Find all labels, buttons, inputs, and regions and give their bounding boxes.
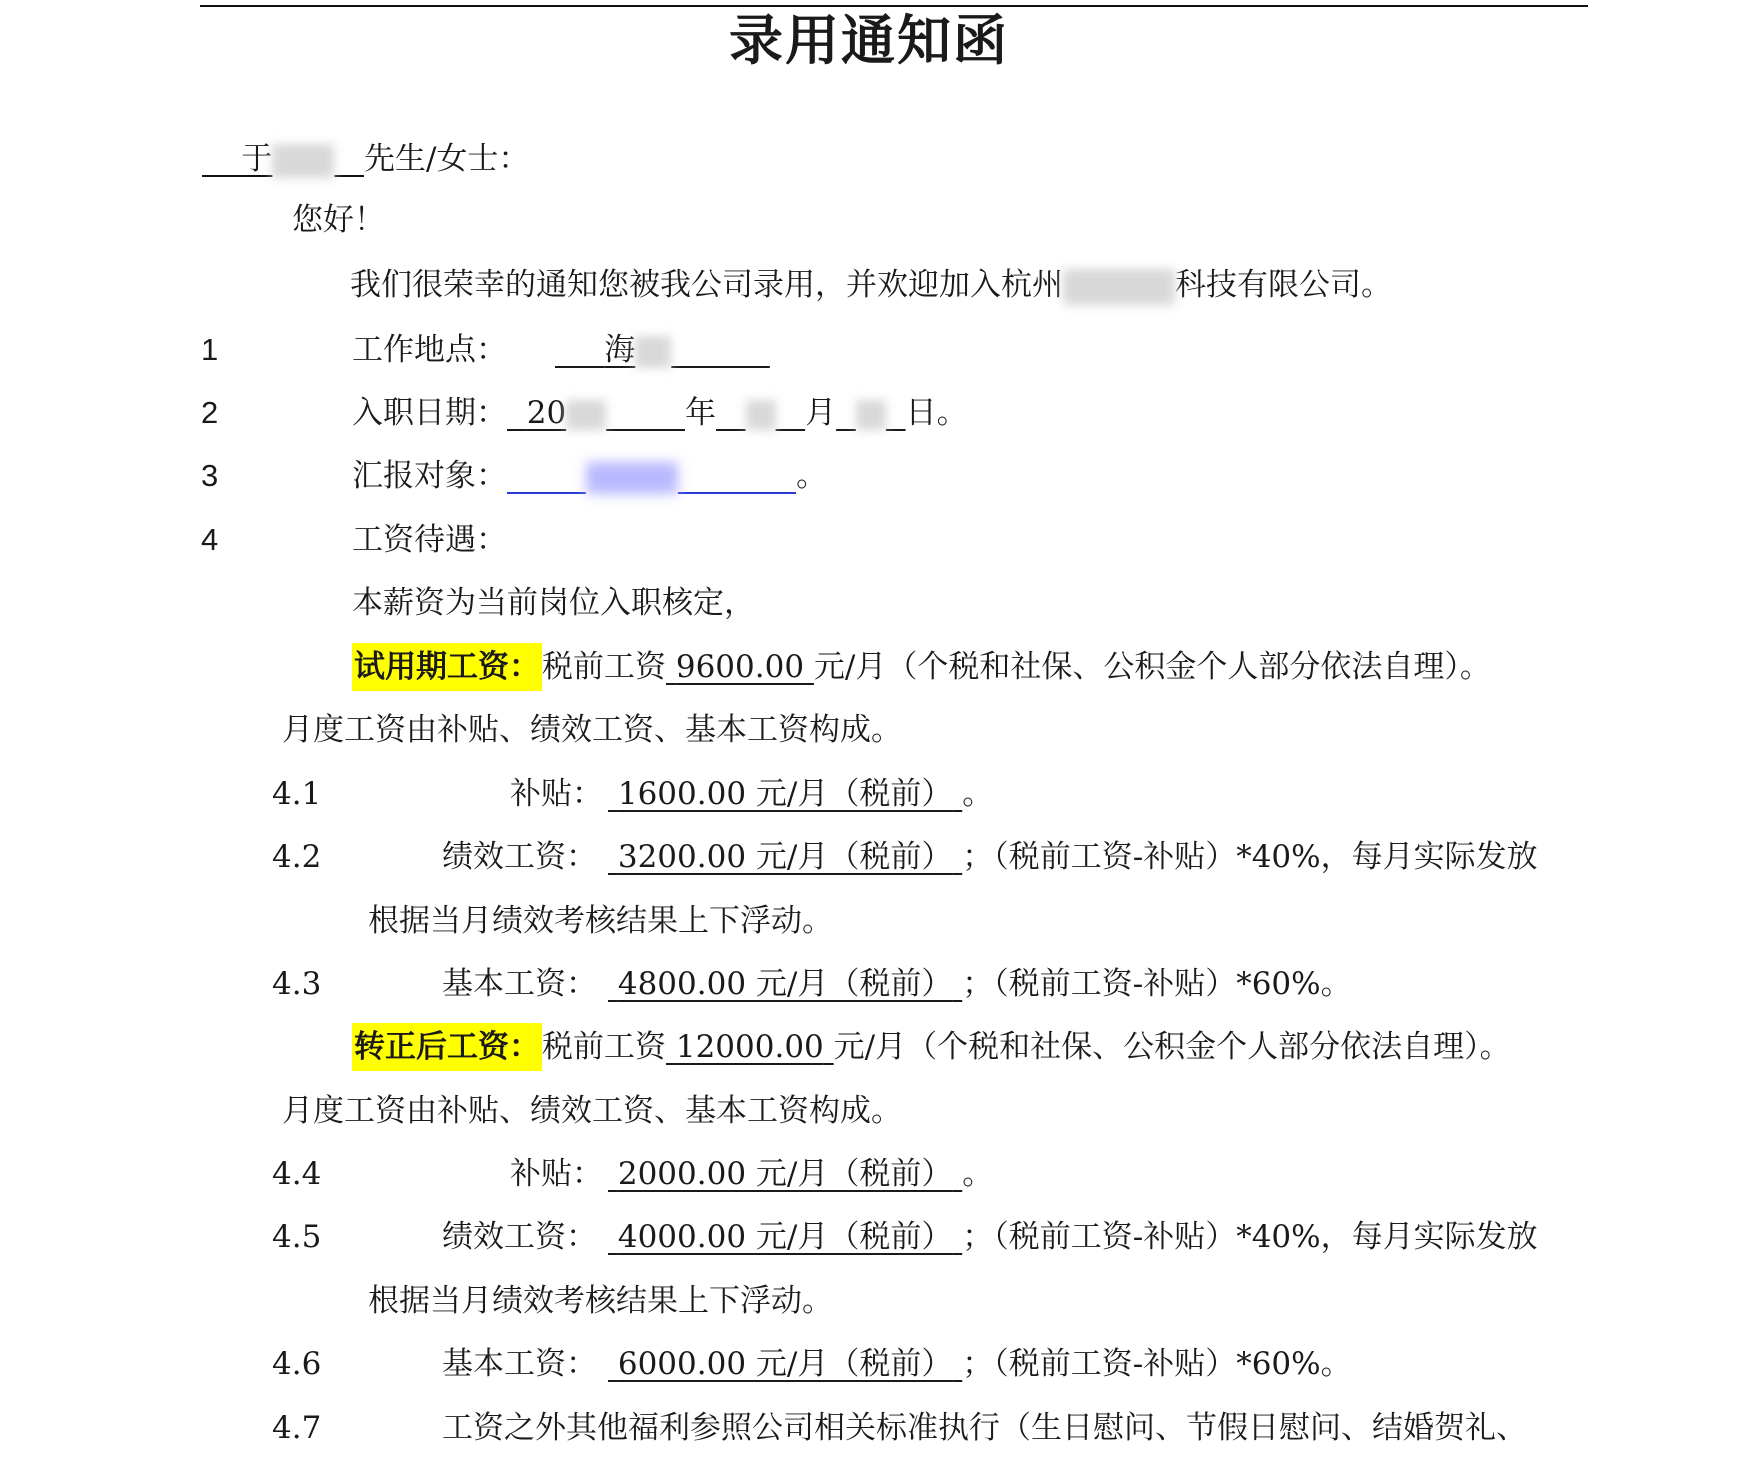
sub-item-continuation: 根据当月绩效考核结果上下浮动。 bbox=[368, 1283, 833, 1319]
sub-item-value bbox=[608, 837, 1538, 877]
redacted-month bbox=[746, 400, 776, 430]
sub-item-label: 绩效工资： bbox=[442, 1219, 597, 1255]
work-location-value: 海 bbox=[604, 332, 636, 368]
probation-amount: 9600.00 bbox=[675, 649, 805, 685]
redacted-supervisor bbox=[586, 462, 678, 494]
regular-label: 转正后工资： bbox=[352, 1023, 542, 1071]
probation-label: 试用期工资： bbox=[352, 643, 542, 691]
sub-item-continuation: 根据当月绩效考核结果上下浮动。 bbox=[368, 903, 833, 939]
regular-amount: 12000.00 bbox=[675, 1029, 824, 1065]
intro-after: 科技有限公司。 bbox=[1175, 267, 1392, 303]
page-title: 录用通知函 bbox=[729, 9, 1009, 72]
report-to-label: 汇报对象： bbox=[352, 458, 507, 494]
regular-compose: 月度工资由补贴、绩效工资、基本工资构成。 bbox=[282, 1093, 902, 1129]
work-location-label: 工作地点： bbox=[352, 332, 507, 368]
item-number-4: 4 bbox=[201, 522, 219, 557]
probation-salary-line bbox=[352, 647, 1491, 687]
greeting: 您好！ bbox=[292, 202, 385, 238]
sub-item-number: 4.4 bbox=[272, 1156, 322, 1192]
intro-paragraph bbox=[350, 265, 1392, 305]
sub-item-value bbox=[608, 1154, 993, 1194]
intro-before: 我们很荣幸的通知您被我公司录用，并欢迎加入杭州 bbox=[350, 267, 1063, 303]
regular-pre: 税前工资 bbox=[542, 1029, 666, 1065]
sub-item-label: 补贴： bbox=[510, 776, 603, 812]
item-number-3: 3 bbox=[201, 458, 219, 493]
salutation bbox=[202, 139, 529, 179]
probation-pre: 税前工资 bbox=[542, 649, 666, 685]
allowance-amount: 1600.00 元/月（税前） bbox=[617, 776, 953, 812]
salutation-suffix: 先生/女士： bbox=[363, 141, 530, 177]
redacted-day bbox=[856, 400, 886, 430]
probation-compose: 月度工资由补贴、绩效工资、基本工资构成。 bbox=[282, 712, 902, 748]
sub-item-number: 4.7 bbox=[272, 1410, 322, 1446]
sub-item-number: 4.3 bbox=[272, 966, 322, 1002]
regular-post: 元/月（个税和社保、公积金个人部分依法自理）。 bbox=[833, 1029, 1511, 1065]
recipient-name: 于 bbox=[241, 141, 273, 177]
sub-item-value bbox=[608, 964, 1352, 1004]
base-amount: 4800.00 元/月（税前） bbox=[617, 966, 953, 1002]
sub-item-value bbox=[608, 774, 993, 814]
sub-item-label: 基本工资： bbox=[442, 1346, 597, 1382]
sub-item-label: 补贴： bbox=[510, 1156, 603, 1192]
sub-item-label: 基本工资： bbox=[442, 966, 597, 1002]
item-start-date bbox=[352, 393, 968, 433]
start-date-year-prefix: 20 bbox=[526, 395, 567, 431]
sub-item-tail: 。 bbox=[962, 1156, 994, 1192]
day-label: 日。 bbox=[905, 395, 968, 431]
top-rule bbox=[200, 5, 1588, 7]
redacted-company bbox=[1063, 269, 1175, 305]
regular-salary-line bbox=[352, 1027, 1511, 1067]
sub-item-number: 4.6 bbox=[272, 1346, 322, 1382]
redacted-name bbox=[272, 144, 334, 178]
allowance-amount: 2000.00 元/月（税前） bbox=[617, 1156, 953, 1192]
sub-item-label: 绩效工资： bbox=[442, 839, 597, 875]
month-label: 月 bbox=[805, 395, 837, 431]
sub-item-number: 4.2 bbox=[272, 839, 322, 875]
salary-heading: 工资待遇： bbox=[352, 522, 507, 558]
sub-item-tail: ；（税前工资-补贴）*60%。 bbox=[962, 966, 1352, 1002]
item-work-location bbox=[352, 330, 770, 370]
benefits-text: 工资之外其他福利参照公司相关标准执行（生日慰问、节假日慰问、结婚贺礼、 bbox=[442, 1410, 1527, 1446]
report-to-end: 。 bbox=[796, 458, 828, 494]
sub-item-tail: ；（税前工资-补贴）*40%，每月实际发放 bbox=[962, 1219, 1538, 1255]
year-label: 年 bbox=[685, 395, 717, 431]
redacted-location bbox=[635, 336, 671, 368]
sub-item-number: 4.1 bbox=[272, 776, 322, 812]
start-date-label: 入职日期： bbox=[352, 395, 507, 431]
sub-item-tail: 。 bbox=[962, 776, 994, 812]
item-number-1: 1 bbox=[201, 332, 219, 367]
base-amount: 6000.00 元/月（税前） bbox=[617, 1346, 953, 1382]
sub-item-value bbox=[608, 1344, 1352, 1384]
performance-amount: 3200.00 元/月（税前） bbox=[617, 839, 953, 875]
item-report-to bbox=[352, 456, 827, 496]
item-number-2: 2 bbox=[201, 395, 219, 430]
redacted-year bbox=[566, 400, 606, 430]
sub-item-value bbox=[608, 1217, 1538, 1257]
sub-item-tail: ；（税前工资-补贴）*60%。 bbox=[962, 1346, 1352, 1382]
probation-post: 元/月（个税和社保、公积金个人部分依法自理）。 bbox=[813, 649, 1491, 685]
sub-item-number: 4.5 bbox=[272, 1219, 322, 1255]
sub-item-tail: ；（税前工资-补贴）*40%，每月实际发放 bbox=[962, 839, 1538, 875]
salary-note: 本薪资为当前岗位入职核定， bbox=[352, 585, 755, 621]
performance-amount: 4000.00 元/月（税前） bbox=[617, 1219, 953, 1255]
